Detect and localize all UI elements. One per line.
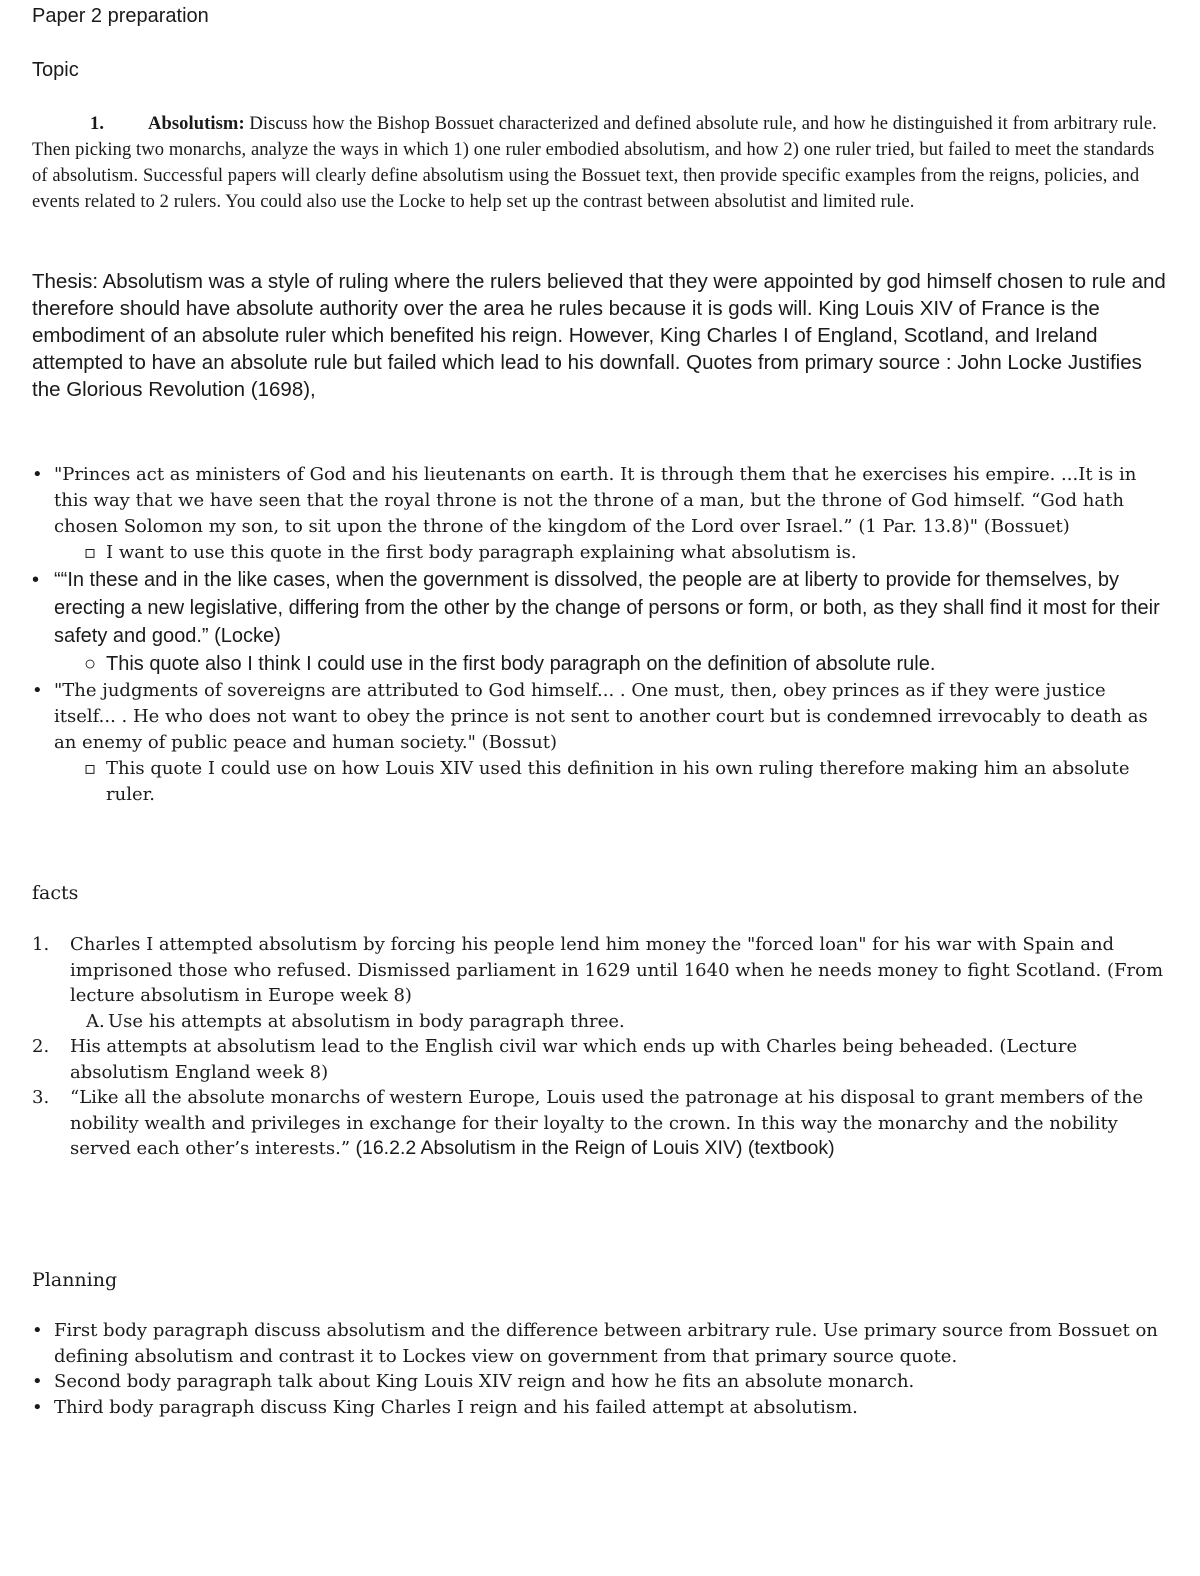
square-bullet-icon: ▫ (84, 542, 97, 563)
fact-text: Charles I attempted absolutism by forcing his people lend him money the "forced loan" for his war with Spain and imprisoned those who refused. Dismissed parliament in 1629 until 1640 when he needs money to fight Scotland. (From lecture absolutism in Europe week 8) (70, 934, 1164, 1006)
fact-number: 1. (32, 934, 50, 955)
list-item (32, 462, 1172, 566)
list-item (32, 932, 1172, 1034)
topic-heading: Topic (32, 59, 79, 81)
quote-note (54, 756, 1172, 808)
quotes-list (32, 462, 1172, 808)
prompt-number: 1. (90, 114, 105, 134)
document-title: Paper 2 preparation (32, 5, 209, 27)
quote-note-text: This quote also I think I could use in the first body paragraph on the definition of absolute rule. (106, 653, 936, 675)
quote-note-text: I want to use this quote in the first body paragraph explaining what absolutism is. (106, 542, 857, 563)
quote-text: "Princes act as ministers of God and his lieutenants on earth. It is through them that he exercises his empire. ...It is in this way that we have seen that the royal throne is not the throne of a man, but the throne of God himself. “God hath chosen Solomon my son, to sit upon the throne of the kingdom of the Lord over Israel.” (1 Par. 13.8)" (Bossuet) (54, 464, 1137, 537)
fact-source: (16.2.2 Absolutism in the Reign of Louis XIV) (textbook) (350, 1137, 835, 1159)
plan-text: Third body paragraph discuss King Charles I reign and his failed attempt at absolutism. (54, 1396, 858, 1418)
facts-list (32, 932, 1172, 1162)
facts-heading: facts (32, 882, 79, 904)
assignment-prompt (32, 111, 1172, 215)
quote-text: ““In these and in the like cases, when the government is dissolved, the people are at liberty to provide for themselves, by erecting a new legislative, differing from the other by the change of persons or form, or both, as they shall find it most for their safety and good.” (Locke) (54, 569, 1160, 647)
planning-heading: Planning (32, 1269, 118, 1291)
list-item (32, 1369, 1172, 1395)
fact-number: 2. (32, 1036, 50, 1057)
prompt-text: Discuss how the Bishop Bossuet characterized and defined absolute rule, and how he distinguished it from arbitrary rule. Then picking two monarchs, analyze the ways in which 1) one ruler embodied absolutism, and how 2) one ruler tried, but failed to meet the standards of absolutism. Successful papers will clearly define absolutism using the Bossuet text, then provide specific examples from the reigns, policies, and events related to 2 rulers. You could also use the Locke to help set up the contrast between absolutist and limited rule. (32, 114, 1157, 212)
plan-text: Second body paragraph talk about King Louis XIV reign and how he fits an absolute monarch. (54, 1371, 915, 1392)
bullet-icon: • (32, 1396, 43, 1418)
list-item (32, 1034, 1172, 1085)
quote-note-text: This quote I could use on how Louis XIV used this definition in his own ruling therefore making him an absolute ruler. (106, 758, 1130, 805)
fact-subitem-text: Use his attempts at absolutism in body paragraph three. (108, 1010, 625, 1032)
fact-number: 3. (32, 1087, 50, 1108)
quote-text: "The judgments of sovereigns are attributed to God himself... . One must, then, obey princes as if they were justice itself... . He who does not want to obey the prince is not sent to another court but is condemned irrevocably to death as an enemy of public peace and human society." (Bossut) (54, 680, 1148, 753)
bullet-icon: • (32, 1371, 43, 1392)
bullet-icon: • (32, 680, 43, 701)
bullet-icon: • (32, 464, 43, 485)
quote-note (54, 540, 1172, 566)
fact-subitem (70, 1009, 1172, 1035)
list-item (32, 1318, 1172, 1369)
fact-text: “Like all the absolute monarchs of western Europe, Louis used the patronage at his disposal to grant members of the nobility wealth and privileges in exchange for their loyalty to the crown. In this way the monarchy and the nobility served each other’s interests.” (70, 1087, 1144, 1159)
list-item (32, 1085, 1172, 1162)
square-bullet-icon: ▫ (84, 758, 97, 779)
fact-subitem-letter: A. (86, 1010, 105, 1032)
list-item (32, 678, 1172, 808)
bullet-icon: • (32, 569, 40, 591)
bullet-icon: • (32, 1320, 43, 1341)
planning-list (32, 1318, 1172, 1420)
fact-text: His attempts at absolutism lead to the English civil war which ends up with Charles being beheaded. (Lecture absolutism England week 8) (70, 1036, 1078, 1083)
list-item (32, 566, 1172, 678)
quote-note (54, 650, 1172, 678)
list-item (32, 1395, 1172, 1421)
prompt-lead: Absolutism: (148, 114, 245, 134)
thesis-paragraph: Thesis: Absolutism was a style of ruling where the rulers believed that they were appointed by god himself chosen to rule and therefore should have absolute authority over the area he rules because it is gods will. King Louis XIV of France is the embodiment of an absolute ruler which benefited his reign. However, King Charles I of England, Scotland, and Ireland attempted to have an absolute rule but failed which lead to his downfall. Quotes from primary source : John Locke Justifies the Glorious Revolution (1698), (32, 270, 1166, 401)
plan-text: First body paragraph discuss absolutism and the difference between arbitrary rule. Use primary source from Bossuet on defining absolutism and contrast it to Lockes view on government from that primary source quote. (54, 1320, 1158, 1367)
circle-bullet-icon: ○ (84, 653, 97, 675)
